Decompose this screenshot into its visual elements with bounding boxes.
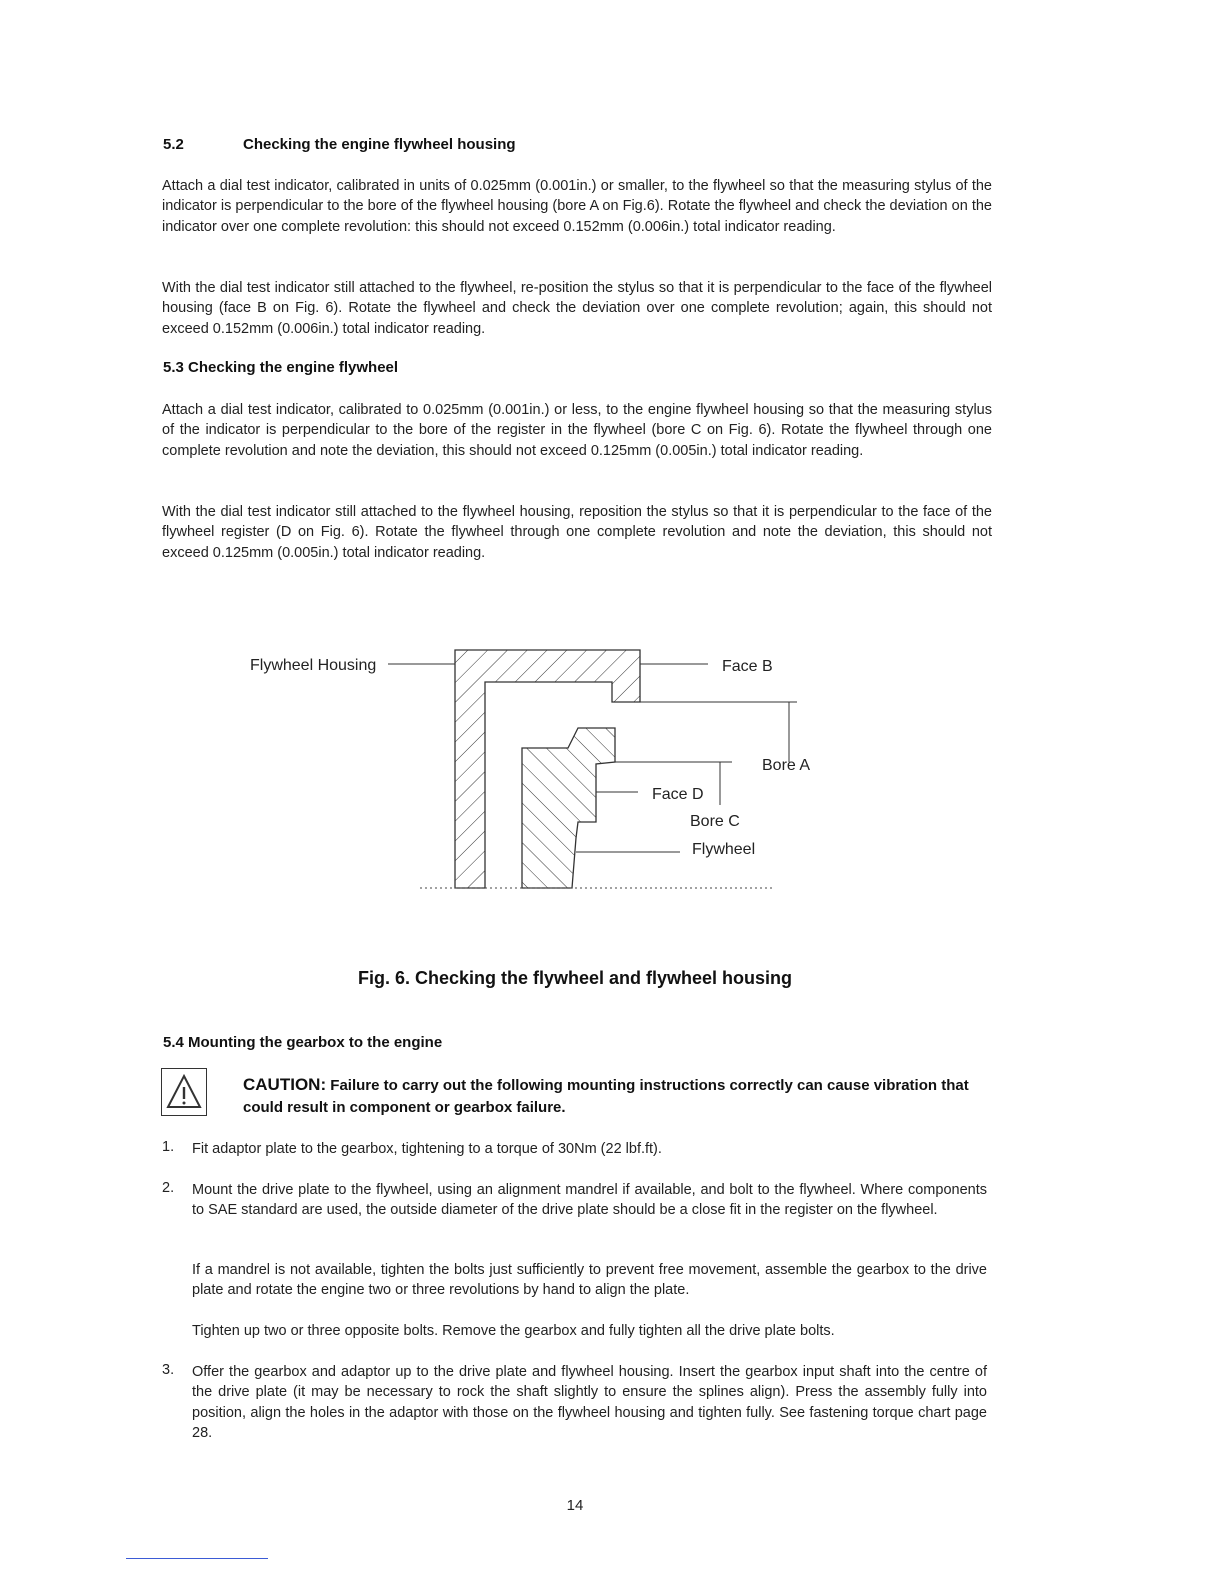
section-5-4-heading: 5.4 Mounting the gearbox to the engine [163, 1034, 443, 1051]
label-bore-a: Bore A [762, 757, 811, 774]
list-item-text: Mount the drive plate to the flywheel, using an alignment mandrel if available, and bolt to the flywheel. Where components to SAE standard are used, the outside diameter of the drive plate should be a close fit in the register on the flywheel. [192, 1182, 987, 1219]
label-flywheel: Flywheel [692, 841, 756, 858]
caution-notice [243, 1074, 1003, 1119]
list-item-subparagraph: If a mandrel is not available, tighten the bolts just sufficiently to prevent free movement, assemble the gearbox to the drive plate and rotate the engine two or three revolutions by hand to align the plate. [192, 1262, 987, 1299]
label-bore-c: Bore C [690, 813, 740, 830]
caution-lead: CAUTION: [243, 1075, 327, 1094]
section-5-3-paragraph-2: With the dial test indicator still attached to the flywheel housing, reposition the stylus so that it is perpendicular to the face of the flywheel register (D on Fig. 6). Rotate the flywheel through one complete revolution and note the deviation, this should not exceed 0.125mm (0.005in.) total indicator reading. [162, 504, 992, 561]
list-item-number: 1. [162, 1139, 175, 1155]
section-5-2-title: Checking the engine flywheel housing [243, 136, 516, 153]
warning-icon [161, 1068, 207, 1116]
list-item-number: 2. [162, 1180, 175, 1196]
section-5-3-paragraph-1: Attach a dial test indicator, calibrated to 0.025mm (0.001in.) or less, to the engine flywheel housing so that the measuring stylus of the indicator is perpendicular to the bore of the register in the flywheel (bore C on Fig. 6). Rotate the flywheel through one complete revolution and note the deviation, this should not exceed 0.125mm (0.005in.) total indicator reading. [162, 402, 992, 459]
caution-message: Failure to carry out the following mounting instructions correctly can cause vibration that could result in component or gearbox failure. [243, 1077, 969, 1116]
flywheel-section [522, 728, 615, 888]
label-face-d: Face D [652, 786, 704, 803]
list-item-text: Fit adaptor plate to the gearbox, tightening to a torque of 30Nm (22 lbf.ft). [192, 1141, 662, 1157]
figure-caption: Fig. 6. Checking the flywheel and flywheel housing [357, 968, 793, 988]
label-face-b: Face B [722, 658, 773, 675]
section-5-2-paragraph-2: With the dial test indicator still attached to the flywheel, re-position the stylus so that it is perpendicular to the face of the flywheel housing (face B on Fig. 6). Rotate the flywheel and check the deviation over one complete revolution; again, this should not exceed 0.152mm (0.006in.) total indicator reading. [162, 280, 992, 337]
list-item-text: Offer the gearbox and adaptor up to the drive plate and flywheel housing. Insert the gearbox input shaft into the centre of the drive plate (it may be necessary to rock the shaft slightly to ensure the splines align). Press the assembly fully into position, align the holes in the adaptor with those on the flywheel housing and tighten fully. See fastening torque chart page 28. [192, 1364, 987, 1442]
label-flywheel-housing: Flywheel Housing [250, 657, 377, 674]
flywheel-housing-diagram [240, 640, 840, 910]
list-item-number: 3. [162, 1362, 175, 1378]
section-5-2-paragraph-1: Attach a dial test indicator, calibrated in units of 0.025mm (0.001in.) or smaller, to the flywheel so that the measuring stylus of the indicator is perpendicular to the bore of the flywheel housing (bore A on Fig.6). Rotate the flywheel and check the deviation on the indicator over one complete revolution: this should not exceed 0.152mm (0.006in.) total indicator reading. [162, 178, 992, 235]
section-5-2-number: 5.2 [163, 136, 184, 153]
section-5-2-heading [163, 136, 516, 153]
page-number: 14 [566, 1497, 584, 1514]
section-5-3-heading: 5.3 Checking the engine flywheel [163, 359, 399, 376]
list-item-subparagraph: Tighten up two or three opposite bolts. Remove the gearbox and fully tighten all the drive plate bolts. [192, 1323, 835, 1339]
footer-rule [126, 1558, 268, 1559]
